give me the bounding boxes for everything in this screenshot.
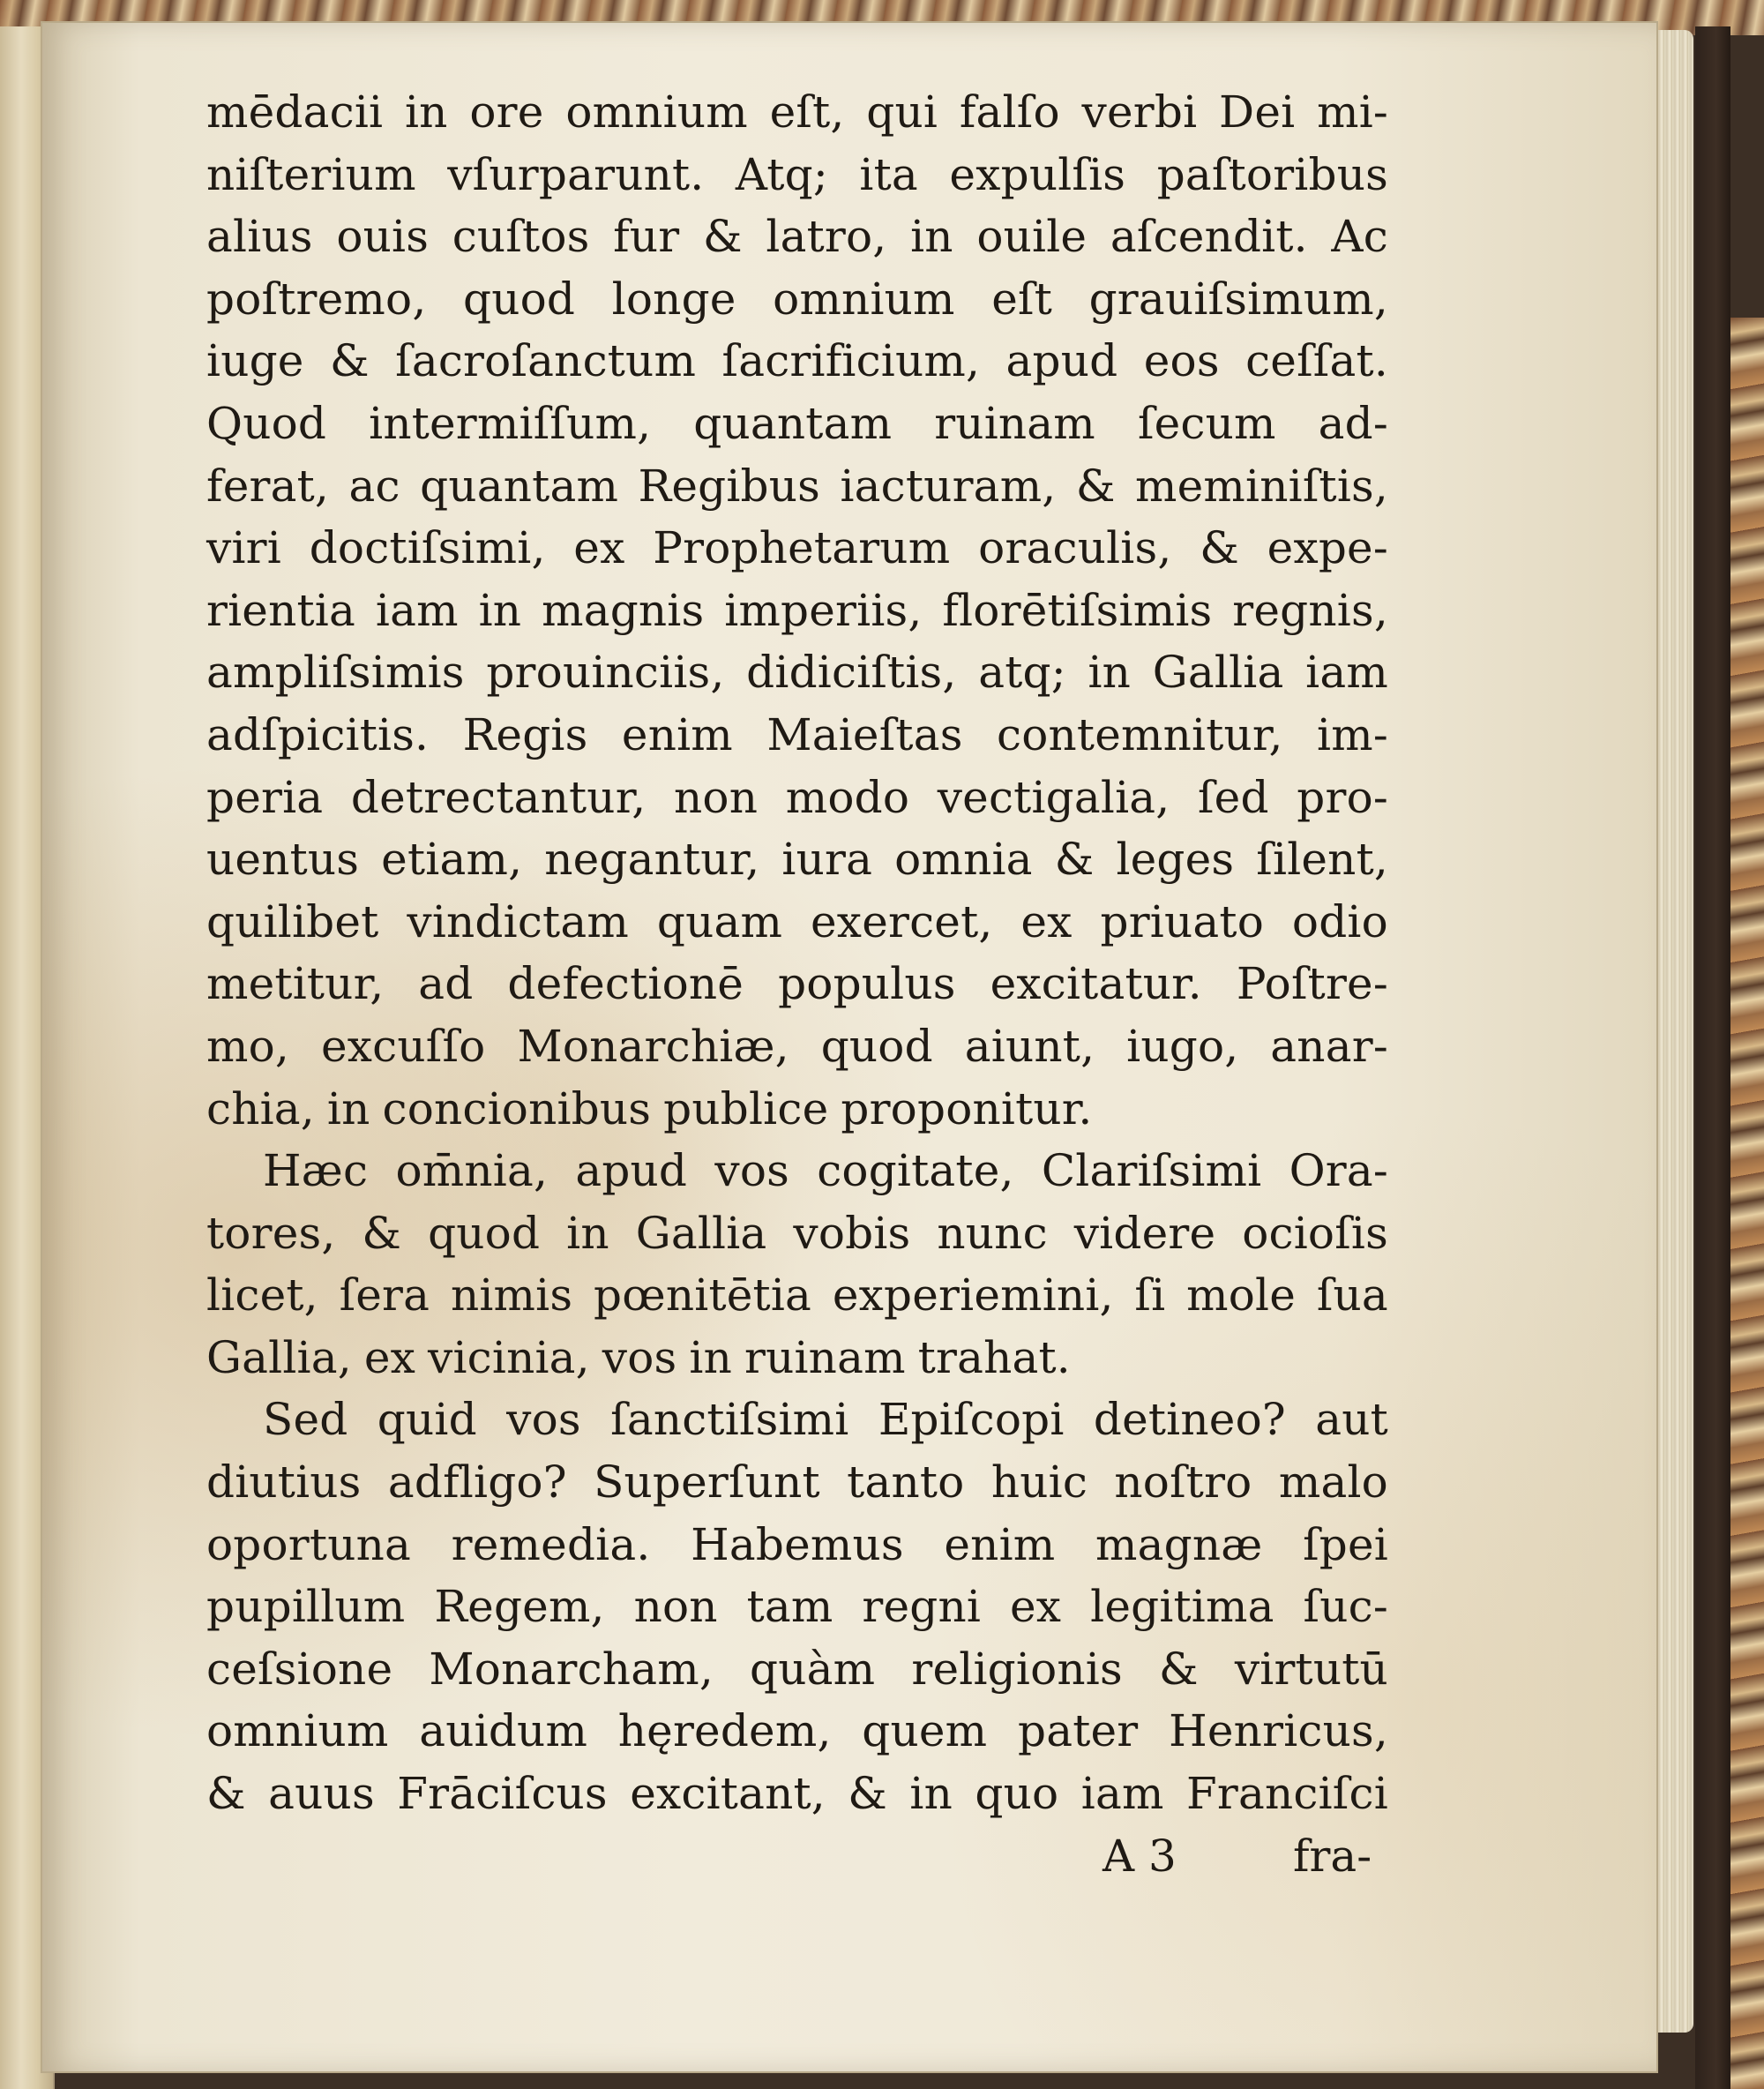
text-line: iuge & ſacroſanctum ſacrificium, apud eos ceſſat. — [206, 335, 1388, 387]
paragraph-start-line: Sed quid vos ſanctiſsimi Epiſcopi detineo? aut — [263, 1394, 1388, 1446]
text-line: pupillum Regem, non tam regni ex legitima ſuc- — [206, 1581, 1388, 1633]
text-line: uentus etiam, negantur, iura omnia & leges ſilent, — [206, 834, 1388, 886]
text-line: & auus Frāciſcus excitant, & in quo iam Franciſci — [206, 1768, 1388, 1820]
book-cover-edge — [1695, 26, 1730, 2089]
text-line: ferat, ac quantam Regibus iacturam, & meminiſtis, — [206, 460, 1388, 512]
text-line: licet, ſera nimis pœnitētia experiemini, ſi mole ſua — [206, 1269, 1388, 1322]
text-line: oportuna remedia. Habemus enim magnæ ſpei — [206, 1518, 1388, 1570]
text-line: mo, excuſſo Monarchiæ, quod aiunt, iugo, anar- — [206, 1020, 1388, 1072]
text-line: ampliſsimis prouinciis, didiciſtis, atq; in Gallia iam — [206, 647, 1388, 699]
text-line: niſterium vſurparunt. Atq; ita expulſis paſtoribus — [206, 148, 1388, 200]
marbled-endpaper-right — [1730, 318, 1764, 2089]
catchword: fra- — [1293, 1830, 1372, 1882]
text-line: diutius adfligo? Superſunt tanto huic noſtro malo — [206, 1456, 1388, 1509]
page-footer — [206, 1831, 1388, 1883]
text-line: omnium auidum hęredem, quem pater Henricus, — [206, 1705, 1388, 1757]
text-line: metitur, ad defectionē populus excitatur. Poſtre- — [206, 958, 1388, 1010]
text-line: ceſsione Monarcham, quàm religionis & virtutū — [206, 1643, 1388, 1695]
text-block — [206, 86, 1388, 1883]
text-line: tores, & quod in Gallia vobis nunc videre ocioſis — [206, 1207, 1388, 1259]
text-line: adſpicitis. Regis enim Maieſtas contemnitur, im- — [206, 708, 1388, 760]
text-line: viri doctiſsimi, ex Prophetarum oraculis, & expe- — [206, 522, 1388, 574]
book-page — [42, 23, 1656, 2071]
signature-mark: A 3 — [1102, 1830, 1177, 1882]
text-line: chia, in concionibus publice proponitur. — [206, 1082, 1093, 1134]
text-line: quilibet vindictam quam exercet, ex priuato odio — [206, 895, 1388, 947]
paragraph-start-line: Hæc om̄nia, apud vos cogitate, Clariſsimi Ora- — [263, 1145, 1388, 1197]
text-line: mēdacii in ore omnium eſt, qui falſo verbi Dei mi- — [206, 86, 1388, 138]
text-line: rientia iam in magnis imperiis, florētiſsimis regnis, — [206, 584, 1388, 636]
text-line: poſtremo, quod longe omnium eſt grauiſsimum, — [206, 273, 1388, 325]
text-line: Gallia, ex vicinia, vos in ruinam trahat. — [206, 1331, 1071, 1383]
text-line: alius ouis cuſtos fur & latro, in ouile aſcendit. Ac — [206, 211, 1388, 263]
text-line: peria detrectantur, non modo vectigalia, ſed pro- — [206, 771, 1388, 823]
text-line: Quod intermiſſum, quantam ruinam ſecum ad- — [206, 397, 1388, 449]
